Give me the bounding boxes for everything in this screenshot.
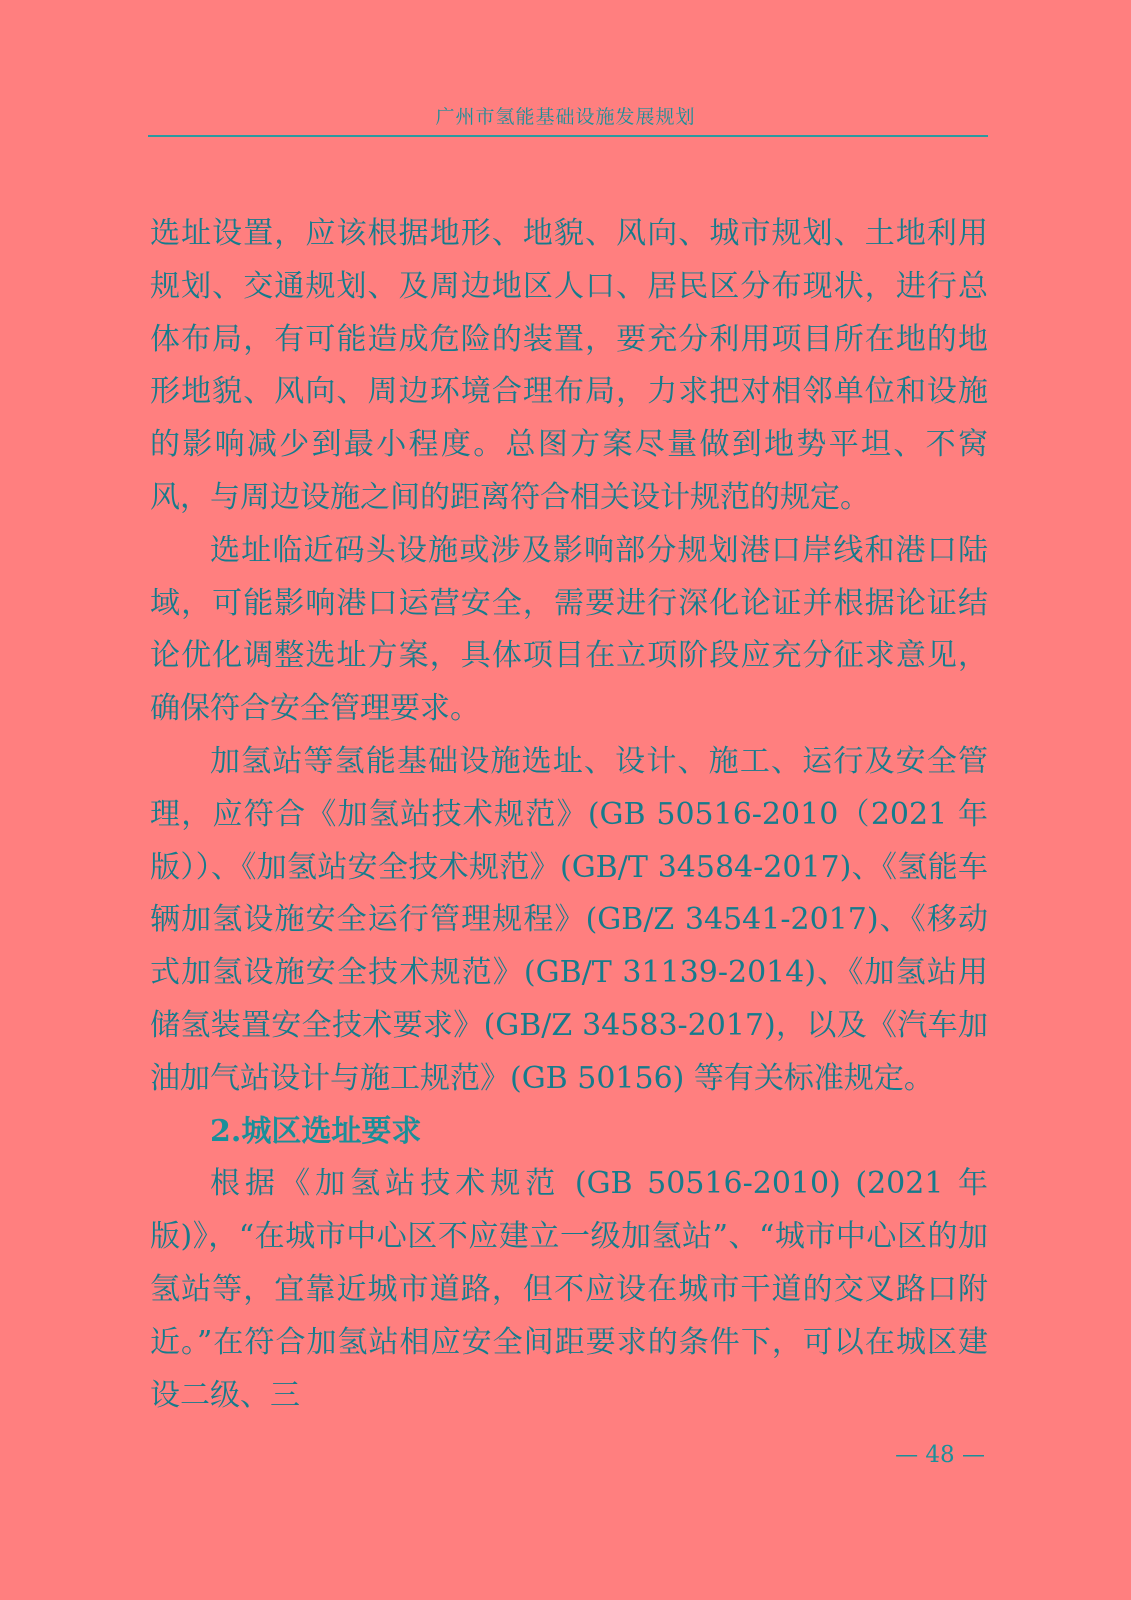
paragraph-urban-siting: 根据《加氢站技术规范 (GB 50516-2010) (2021 年版)》，“在城市中心区不应建立一级加氢站”、“城市中心区的加氢站等，宜靠近城市道路，但不应设在城市干道的交叉路口附近。”在符合加氢站相应安全间距要求的条件下，可以在城区建设二级、三 [150, 1166, 988, 1413]
running-header: 广州市氢能基础设施发展规划 [435, 106, 696, 128]
header-divider [148, 135, 988, 137]
section-heading: 2.城区选址要求 [210, 1113, 422, 1149]
document-body [150, 208, 988, 1422]
paragraph-port-siting: 选址临近码头设施或涉及影响部分规划港口岸线和港口陆域，可能影响港口运营安全，需要进行深化论证并根据论证结论优化调整选址方案，具体项目在立项阶段应充分征求意见，确保符合安全管理要求。 [150, 532, 988, 727]
paragraph-site-layout: 选址设置，应该根据地形、地貌、风向、城市规划、土地利用规划、交通规划、及周边地区人口、居民区分布现状，进行总体布局，有可能造成危险的装置，要充分利用项目所在地的地形地貌、风向、周边环境合理布局，力求把对相邻单位和设施的影响减少到最小程度。总图方案尽量做到地势平坦、不窝风，与周边设施之间的距离符合相关设计规范的规定。 [150, 216, 988, 515]
paragraph-standards: 加氢站等氢能基础设施选址、设计、施工、运行及安全管理，应符合《加氢站技术规范》(GB 50516-2010（2021 年版））、《加氢站安全技术规范》(GB/T 34584-2017)、《氢能车辆加氢设施安全运行管理规程》(GB/Z 34541-2017)、《移动式加氢设施安全技术规范》(GB/T 31139-2014)、《加氢站用储氢装置安全技术要求》(GB/Z 34583-2017)，以及《汽车加油加气站设计与施工规范》(GB 50156) 等有关标准规定。 [150, 743, 988, 1096]
page-number: — 48 — [895, 1442, 985, 1468]
